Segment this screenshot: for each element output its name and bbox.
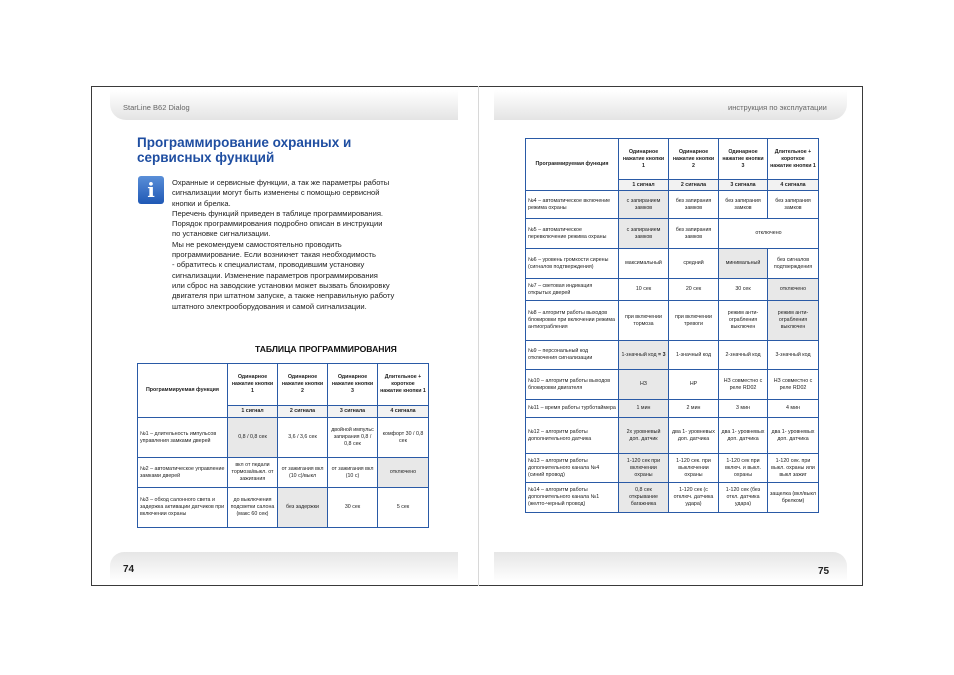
table-row — [526, 301, 819, 341]
value-cell: 30 сек — [328, 488, 378, 528]
signal-1: 1 сигнал — [228, 406, 278, 418]
paragraph-line: Порядок программирования подробно описан в инструкции — [172, 219, 383, 229]
table-row — [526, 249, 819, 279]
table-row — [138, 458, 429, 488]
value-cell: НР — [669, 370, 719, 400]
function-cell: №6 – уровень громкости сирены (сигналов подтверждения) — [526, 249, 619, 279]
value-cell: 5 сек — [378, 488, 429, 528]
paragraph-line: Охранные и сервисные функции, а так же параметры работы — [172, 178, 390, 187]
function-cell: №13 – алгоритм работы дополнительного канала №4 (синий провод) — [526, 454, 619, 483]
page-fold — [478, 86, 479, 586]
value-cell: 1-120 сек (без откл. датчика удара) — [719, 483, 768, 513]
value-cell — [619, 341, 669, 370]
table-header-row — [138, 364, 429, 406]
paragraph-line: или сброс на заводские установки может вызвать блокировку — [172, 280, 390, 290]
signal-1: 1 сигнал — [619, 180, 669, 191]
signal-4: 4 сигнала — [378, 406, 429, 418]
left-header-text: StarLine B62 Dialog — [123, 103, 190, 112]
value-cell: без запирания замков — [669, 191, 719, 219]
title-line-2: сервисных функций — [137, 150, 275, 165]
value-cell: 0,8 сек открывание багажника — [619, 483, 669, 513]
paragraph-line: Перечень функций приведен в таблице программирования. — [172, 208, 384, 218]
value-cell: средний — [669, 249, 719, 279]
code-label: 1-значный код — [621, 351, 657, 358]
value-cell: НЗ — [619, 370, 669, 400]
value-cell: 1-120 сек. при выкл. охраны или выкл зажиг — [768, 454, 819, 483]
left-footer-strip — [110, 552, 458, 582]
programming-table-right — [525, 138, 819, 513]
value-cell: с запиранием замков — [619, 191, 669, 219]
value-cell: комфорт 30 / 0,8 сек — [378, 418, 429, 458]
paragraph-line: штатного электрооборудования и самой сигнализации. — [172, 301, 367, 311]
signal-2: 2 сигнала — [669, 180, 719, 191]
value-cell: максимальный — [619, 249, 669, 279]
value-cell: защелка (вкл/выкл брелком) — [768, 483, 819, 513]
header-col-3: Одинарное нажатие кнопки 3 — [328, 364, 378, 406]
paragraph-line: сигнализации. Изменение параметров программирования — [172, 270, 378, 280]
table-row — [526, 370, 819, 400]
value-cell: отключено — [719, 219, 819, 249]
value-cell: с запиранием замков — [619, 219, 669, 249]
function-cell: №3 – обход салонного света и задержка активации датчиков при включении охраны — [138, 488, 228, 528]
value-cell: 3,6 / 3,6 сек — [278, 418, 328, 458]
value-cell: 0,8 / 0,8 сек — [228, 418, 278, 458]
header-col-1: Одинарное нажатие кнопки 1 — [619, 139, 669, 180]
value-cell: вкл от педали тормоза/выкл. от зажигания — [228, 458, 278, 488]
paragraph-line: сигнализации могут быть изменены с помощью сервисной — [172, 188, 380, 198]
value-cell: отключено — [768, 279, 819, 301]
info-icon: i — [138, 176, 164, 204]
value-cell: два 1- уровневых доп. датчика — [768, 418, 819, 454]
value-cell: без запирания замков — [669, 219, 719, 249]
value-cell: без сигналов подтверждения — [768, 249, 819, 279]
value-cell: без запирания замков — [719, 191, 768, 219]
function-cell: №1 – длительность импульсов управления замками дверей — [138, 418, 228, 458]
table-row — [526, 400, 819, 418]
signal-2: 2 сигнала — [278, 406, 328, 418]
table-row — [526, 454, 819, 483]
intro-paragraph — [172, 178, 442, 312]
value-cell: 1-120 сек (с отключ. датчика удара) — [669, 483, 719, 513]
value-cell: 1-120 сек при включ. и выкл. охраны — [719, 454, 768, 483]
page-title — [137, 135, 457, 165]
value-cell: 1 мин — [619, 400, 669, 418]
value-cell: 4 мин — [768, 400, 819, 418]
page-number-left: 74 — [123, 564, 135, 575]
paragraph-line: Мы не рекомендуем самостоятельно проводить — [172, 239, 342, 249]
table-title: ТАБЛИЦА ПРОГРАММИРОВАНИЯ — [255, 344, 397, 354]
value-cell: от зажигания вкл (10 с)/выкл — [278, 458, 328, 488]
title-line-1: Программирование охранных и — [137, 135, 352, 150]
right-footer-strip — [494, 552, 847, 582]
value-cell: 1-120 сек. при выключении охраны — [669, 454, 719, 483]
function-cell: №14 – алгоритм работы дополнительного канала №1 (желто-черный провод) — [526, 483, 619, 513]
value-cell: 2 мин — [669, 400, 719, 418]
header-col-2: Одинарное нажатие кнопки 2 — [278, 364, 328, 406]
paragraph-line: программирование. Если возникнет такая необходимость — [172, 250, 376, 260]
value-cell: 1-120 сек при включении охраны — [619, 454, 669, 483]
value-cell: режим анти-ограбления выключен — [768, 301, 819, 341]
value-cell: 3 мин — [719, 400, 768, 418]
header-col-4: Длительное + короткое нажатие кнопки 1 — [768, 139, 819, 180]
function-cell: №2 – автоматическое управление замками дверей — [138, 458, 228, 488]
function-cell: №9 – персональный код отключения сигнализации — [526, 341, 619, 370]
value-cell: 20 сек — [669, 279, 719, 301]
table-row — [526, 341, 819, 370]
value-cell: 10 сек — [619, 279, 669, 301]
value-cell: два 1- уровневых доп. датчика — [719, 418, 768, 454]
table-row — [526, 219, 819, 249]
function-cell: №8 – алгоритм работы выходов блокировки при включении режима антиограбления — [526, 301, 619, 341]
header-col-3: Одинарное нажатие кнопки 3 — [719, 139, 768, 180]
value-cell: НЗ совместно с реле RD02 — [768, 370, 819, 400]
value-cell: режим анти-ограбления выключен — [719, 301, 768, 341]
code-mark: = 3 — [658, 351, 666, 358]
value-cell: 30 сек — [719, 279, 768, 301]
right-header-text: инструкция по эксплуатации — [728, 103, 827, 112]
header-function: Программируемая функция — [138, 364, 228, 418]
function-cell: №7 – световая индикация открытых дверей — [526, 279, 619, 301]
value-cell: без задержки — [278, 488, 328, 528]
value-cell: до выключения подсветки салона (макс 60 сек) — [228, 488, 278, 528]
value-cell: минимальный — [719, 249, 768, 279]
value-cell: отключено — [378, 458, 429, 488]
page-number-right: 75 — [818, 566, 830, 577]
value-cell: без запирания замков — [768, 191, 819, 219]
function-cell: №4 – автоматическое включение режима охраны — [526, 191, 619, 219]
value-cell: два 1- уровневых доп. датчика — [669, 418, 719, 454]
paragraph-line: - обратитесь к специалистам, проводившим установку — [172, 260, 365, 270]
paragraph-line: двигателя при штатном запуске, а также неправильную работу — [172, 291, 395, 301]
value-cell: 2-значный код — [719, 341, 768, 370]
signal-3: 3 сигнала — [719, 180, 768, 191]
table-row — [526, 191, 819, 219]
function-cell: №10 – алгоритм работы выходов блокировки двигателя — [526, 370, 619, 400]
table-header-row — [526, 139, 819, 180]
function-cell: №5 – автоматическое перевключение режима охраны — [526, 219, 619, 249]
function-cell: №11 – время работы турботаймера — [526, 400, 619, 418]
table-row — [526, 483, 819, 513]
table-row — [138, 488, 429, 528]
table-row — [526, 279, 819, 301]
value-cell: при включении тревоги — [669, 301, 719, 341]
header-function: Программируемая функция — [526, 139, 619, 191]
value-cell: 3-значный код — [768, 341, 819, 370]
paragraph-line: по установке сигнализации. — [172, 229, 271, 239]
header-col-2: Одинарное нажатие кнопки 2 — [669, 139, 719, 180]
value-cell: НЗ совместно с реле RD02 — [719, 370, 768, 400]
programming-table-left — [137, 363, 429, 528]
value-cell: при включении тормоза — [619, 301, 669, 341]
signal-4: 4 сигнала — [768, 180, 819, 191]
header-col-4: Длительное + короткое нажатие кнопки 1 — [378, 364, 429, 406]
value-cell: 2х уровневый доп. датчик — [619, 418, 669, 454]
value-cell: двойной импульс запирания 0,8 / 0,8 сек — [328, 418, 378, 458]
function-cell: №12 – алгоритм работы дополнительного датчика — [526, 418, 619, 454]
paragraph-line: кнопки и брелка. — [172, 198, 231, 208]
signal-3: 3 сигнала — [328, 406, 378, 418]
table-row — [526, 418, 819, 454]
value-cell: 1-значный код — [669, 341, 719, 370]
header-col-1: Одинарное нажатие кнопки 1 — [228, 364, 278, 406]
value-cell: от зажигания вкл (10 с) — [328, 458, 378, 488]
table-row — [138, 418, 429, 458]
